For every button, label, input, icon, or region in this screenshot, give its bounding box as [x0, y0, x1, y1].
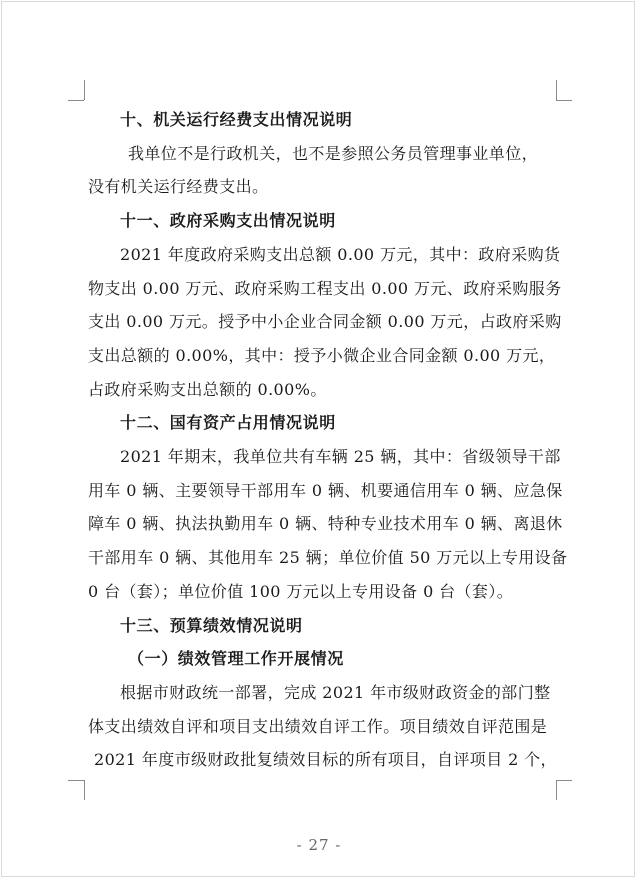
paragraph-line: 物支出 0.00 万元、政府采购工程支出 0.00 万元、政府采购服务 [88, 278, 562, 298]
paragraph-line: 支出 0.00 万元。授予中小企业合同金额 0.00 万元，占政府采购 [88, 312, 562, 332]
paragraph-line: 2021 年度政府采购支出总额 0.00 万元，其中：政府采购货 [120, 244, 561, 264]
subsection-heading: （一）绩效管理工作开展情况 [128, 649, 344, 669]
section-heading: 十、机关运行经费支出情况说明 [120, 110, 353, 129]
section-heading: 十二、国有资产占用情况说明 [120, 413, 336, 433]
section-heading: 十三、预算绩效情况说明 [120, 615, 303, 635]
paragraph-line: 没有机关运行经费支出。 [88, 177, 269, 197]
paragraph-line: 2021 年度市级财政批复绩效目标的所有项目，自评项目 2 个， [94, 750, 557, 770]
page-number: - 27 - [296, 836, 342, 854]
paragraph-line: 占政府采购支出总额的 0.00%。 [88, 379, 327, 399]
paragraph-line: 根据市财政统一部署，完成 2021 年市级财政资金的部门整 [120, 682, 551, 702]
paragraph-line: 我单位不是行政机关，也不是参照公务员管理事业单位， [128, 143, 539, 163]
paragraph-line: 0 台（套）；单位价值 100 万元以上专用设备 0 台（套）。 [88, 581, 514, 601]
paragraph-line: 障车 0 辆、执法执勤用车 0 辆、特种专业技术用车 0 辆、离退休 [88, 514, 563, 534]
section-heading: 十一、政府采购支出情况说明 [120, 211, 336, 231]
paragraph-line: 干部用车 0 辆、其他用车 25 辆；单位价值 50 万元以上专用设备 [88, 548, 568, 568]
paragraph-line: 体支出绩效自评和项目支出绩效自评工作。项目绩效自评范围是 [88, 716, 548, 736]
paragraph-line: 支出总额的 0.00%，其中：授予小微企业合同金额 0.00 万元， [88, 345, 556, 365]
paragraph-line: 用车 0 辆、主要领导干部用车 0 辆、机要通信用车 0 辆、应急保 [88, 480, 563, 500]
document-body [88, 103, 568, 777]
paragraph-line: 2021 年期末，我单位共有车辆 25 辆，其中：省级领导干部 [120, 447, 561, 467]
